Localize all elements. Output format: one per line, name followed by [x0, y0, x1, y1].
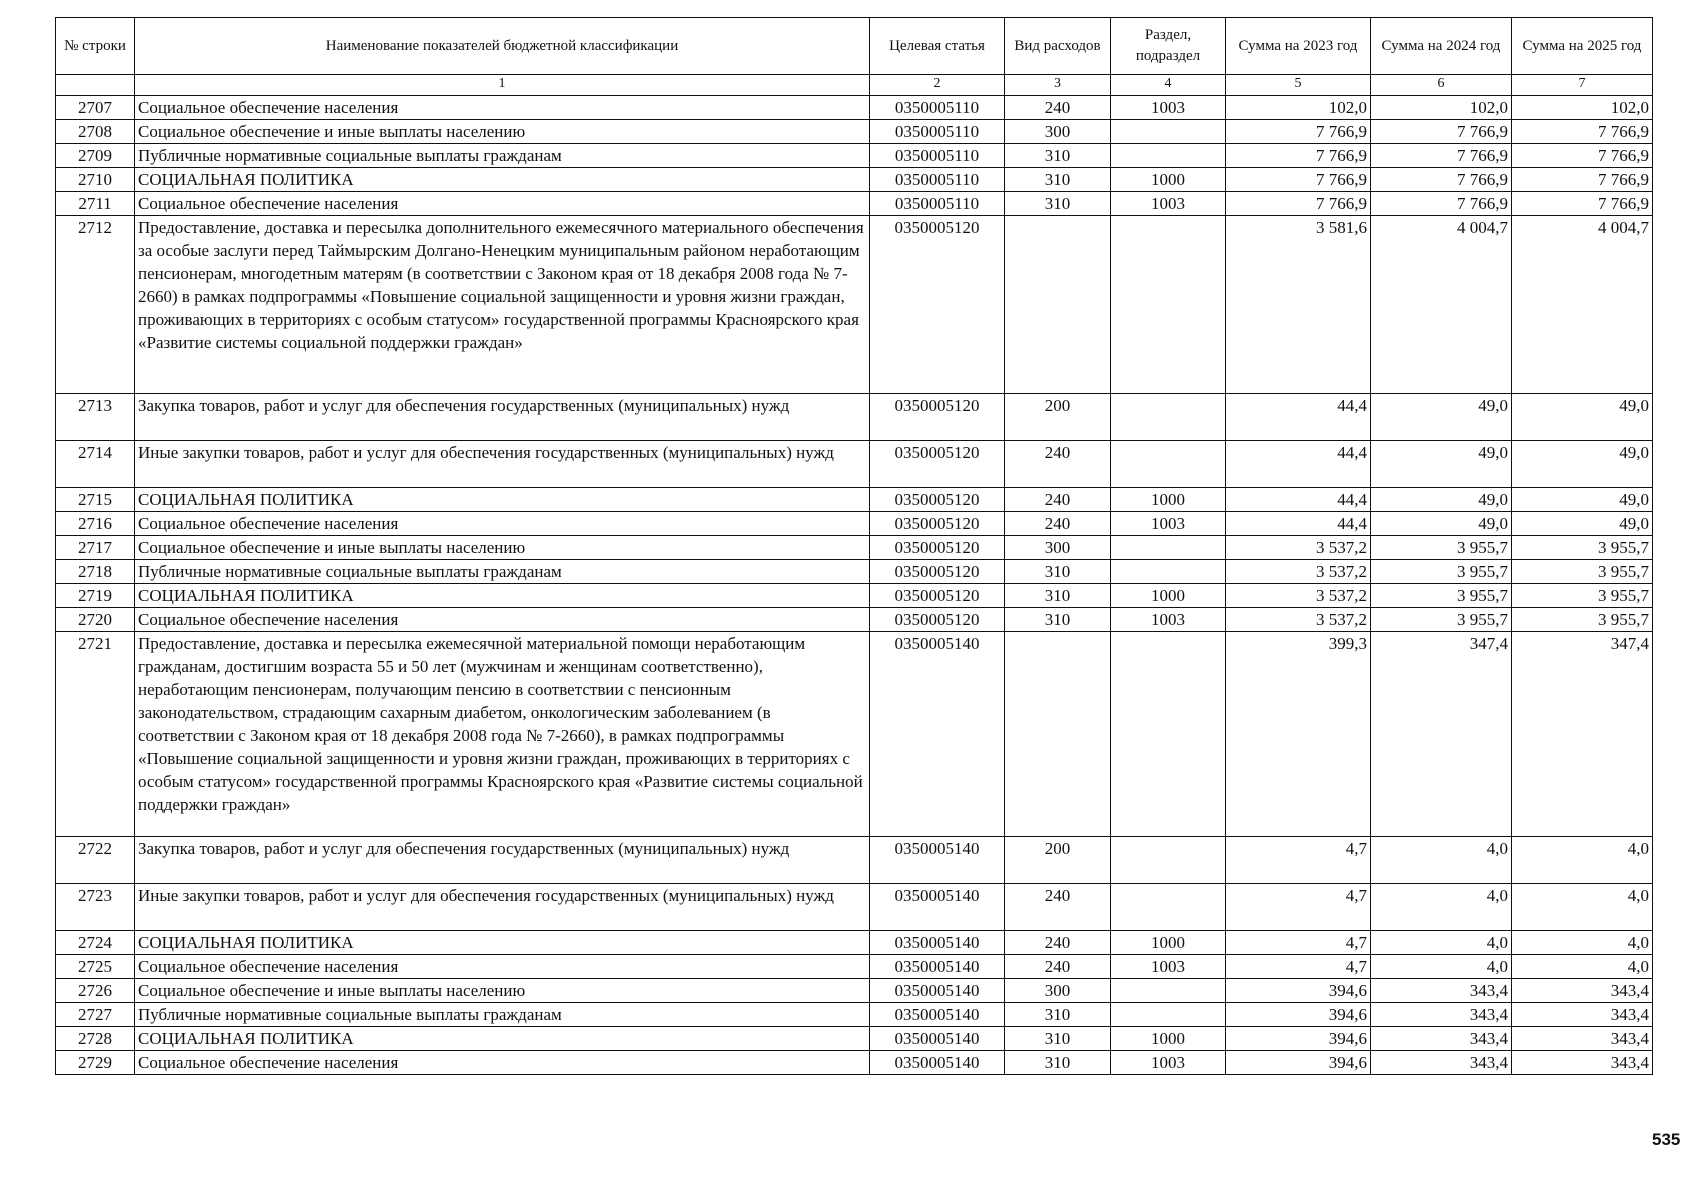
expense-kind: 240 [1005, 955, 1111, 979]
sum-2024: 4,0 [1371, 837, 1512, 884]
sum-2025: 3 955,7 [1512, 584, 1653, 608]
row-number: 2712 [56, 216, 135, 394]
target-article: 0350005120 [870, 584, 1005, 608]
sum-2024: 4,0 [1371, 955, 1512, 979]
section-code: 1003 [1111, 955, 1226, 979]
row-number: 2722 [56, 837, 135, 884]
sum-2023: 7 766,9 [1226, 144, 1371, 168]
indicator-name: Публичные нормативные социальные выплаты гражданам [135, 144, 870, 168]
indicator-name: Социальное обеспечение населения [135, 96, 870, 120]
column-number-row [56, 75, 1653, 96]
target-article: 0350005110 [870, 168, 1005, 192]
target-article: 0350005120 [870, 560, 1005, 584]
sum-2023: 4,7 [1226, 931, 1371, 955]
section-code [1111, 536, 1226, 560]
sum-2025: 343,4 [1512, 1051, 1653, 1075]
target-article: 0350005140 [870, 931, 1005, 955]
indicator-name: Социальное обеспечение и иные выплаты населению [135, 979, 870, 1003]
expense-kind: 240 [1005, 884, 1111, 931]
indicator-name: Социальное обеспечение и иные выплаты населению [135, 536, 870, 560]
header-sum-2024: Сумма на 2024 год [1371, 18, 1512, 75]
table-row [56, 884, 1653, 931]
row-number: 2727 [56, 1003, 135, 1027]
expense-kind: 310 [1005, 608, 1111, 632]
header-name: Наименование показателей бюджетной классификации [135, 18, 870, 75]
table-row [56, 560, 1653, 584]
sum-2025: 49,0 [1512, 441, 1653, 488]
row-number: 2710 [56, 168, 135, 192]
expense-kind: 300 [1005, 536, 1111, 560]
sum-2023: 44,4 [1226, 488, 1371, 512]
expense-kind: 300 [1005, 120, 1111, 144]
row-number: 2719 [56, 584, 135, 608]
expense-kind: 310 [1005, 168, 1111, 192]
table-row [56, 536, 1653, 560]
sum-2023: 3 537,2 [1226, 536, 1371, 560]
column-number [56, 75, 135, 96]
sum-2023: 102,0 [1226, 96, 1371, 120]
target-article: 0350005120 [870, 441, 1005, 488]
section-code: 1003 [1111, 608, 1226, 632]
row-number: 2717 [56, 536, 135, 560]
indicator-name: Иные закупки товаров, работ и услуг для обеспечения государственных (муниципальных) нужд [135, 884, 870, 931]
section-code: 1000 [1111, 168, 1226, 192]
sum-2024: 343,4 [1371, 1003, 1512, 1027]
sum-2025: 49,0 [1512, 394, 1653, 441]
target-article: 0350005120 [870, 608, 1005, 632]
sum-2024: 3 955,7 [1371, 560, 1512, 584]
section-code: 1000 [1111, 1027, 1226, 1051]
column-number: 2 [870, 75, 1005, 96]
sum-2025: 343,4 [1512, 979, 1653, 1003]
target-article: 0350005140 [870, 632, 1005, 837]
section-code [1111, 441, 1226, 488]
section-code [1111, 979, 1226, 1003]
sum-2024: 3 955,7 [1371, 536, 1512, 560]
expense-kind: 310 [1005, 1027, 1111, 1051]
section-code [1111, 216, 1226, 394]
indicator-name: Закупка товаров, работ и услуг для обеспечения государственных (муниципальных) нужд [135, 837, 870, 884]
sum-2025: 4,0 [1512, 837, 1653, 884]
expense-kind: 240 [1005, 512, 1111, 536]
sum-2023: 399,3 [1226, 632, 1371, 837]
expense-kind: 240 [1005, 441, 1111, 488]
indicator-name: Предоставление, доставка и пересылка дополнительного ежемесячного материального обеспечения за особые заслуги перед Таймырским Долгано-Ненецким муниципальным районом неработающим пенсионерам, многодетным матерям (в соответствии с Законом края от 18 декабря 2008 года № 7-2660) в рамках подпрограммы «Повышение социальной защищенности и уровня жизни граждан, проживающих в территориях с особым статусом» государственной программы Красноярского края «Развитие системы социальной поддержки граждан» [135, 216, 870, 394]
sum-2025: 7 766,9 [1512, 120, 1653, 144]
table-row [56, 216, 1653, 394]
sum-2025: 343,4 [1512, 1003, 1653, 1027]
sum-2023: 3 581,6 [1226, 216, 1371, 394]
table-row [56, 512, 1653, 536]
row-number: 2721 [56, 632, 135, 837]
section-code [1111, 144, 1226, 168]
row-number: 2709 [56, 144, 135, 168]
sum-2025: 7 766,9 [1512, 168, 1653, 192]
table-row [56, 144, 1653, 168]
target-article: 0350005140 [870, 955, 1005, 979]
indicator-name: СОЦИАЛЬНАЯ ПОЛИТИКА [135, 1027, 870, 1051]
indicator-name: Публичные нормативные социальные выплаты гражданам [135, 560, 870, 584]
sum-2025: 4,0 [1512, 955, 1653, 979]
table-row [56, 1003, 1653, 1027]
header-target: Целевая статья [870, 18, 1005, 75]
expense-kind: 310 [1005, 192, 1111, 216]
table-row [56, 168, 1653, 192]
section-code: 1003 [1111, 96, 1226, 120]
section-code [1111, 560, 1226, 584]
table-row [56, 96, 1653, 120]
table-row [56, 192, 1653, 216]
sum-2025: 102,0 [1512, 96, 1653, 120]
target-article: 0350005140 [870, 837, 1005, 884]
section-code [1111, 394, 1226, 441]
section-code [1111, 837, 1226, 884]
sum-2024: 7 766,9 [1371, 144, 1512, 168]
sum-2025: 4 004,7 [1512, 216, 1653, 394]
column-number: 4 [1111, 75, 1226, 96]
sum-2025: 7 766,9 [1512, 144, 1653, 168]
target-article: 0350005140 [870, 1051, 1005, 1075]
indicator-name: СОЦИАЛЬНАЯ ПОЛИТИКА [135, 168, 870, 192]
expense-kind: 200 [1005, 837, 1111, 884]
sum-2024: 7 766,9 [1371, 120, 1512, 144]
header-section: Раздел, подраздел [1111, 18, 1226, 75]
expense-kind: 310 [1005, 560, 1111, 584]
section-code: 1000 [1111, 488, 1226, 512]
sum-2024: 343,4 [1371, 979, 1512, 1003]
sum-2024: 4,0 [1371, 931, 1512, 955]
sum-2023: 44,4 [1226, 394, 1371, 441]
section-code [1111, 632, 1226, 837]
budget-table [55, 17, 1653, 1075]
column-number: 3 [1005, 75, 1111, 96]
row-number: 2713 [56, 394, 135, 441]
expense-kind: 240 [1005, 931, 1111, 955]
sum-2024: 49,0 [1371, 488, 1512, 512]
sum-2023: 4,7 [1226, 884, 1371, 931]
sum-2023: 4,7 [1226, 955, 1371, 979]
target-article: 0350005140 [870, 979, 1005, 1003]
sum-2023: 4,7 [1226, 837, 1371, 884]
sum-2025: 347,4 [1512, 632, 1653, 837]
sum-2024: 4 004,7 [1371, 216, 1512, 394]
sum-2025: 343,4 [1512, 1027, 1653, 1051]
table-row [56, 441, 1653, 488]
sum-2024: 343,4 [1371, 1027, 1512, 1051]
indicator-name: Социальное обеспечение населения [135, 955, 870, 979]
table-row [56, 1051, 1653, 1075]
sum-2024: 7 766,9 [1371, 168, 1512, 192]
table-header [56, 18, 1653, 75]
indicator-name: СОЦИАЛЬНАЯ ПОЛИТИКА [135, 488, 870, 512]
row-number: 2714 [56, 441, 135, 488]
row-number: 2707 [56, 96, 135, 120]
target-article: 0350005110 [870, 144, 1005, 168]
target-article: 0350005140 [870, 884, 1005, 931]
indicator-name: СОЦИАЛЬНАЯ ПОЛИТИКА [135, 584, 870, 608]
sum-2025: 7 766,9 [1512, 192, 1653, 216]
header-row-no: № строки [56, 18, 135, 75]
indicator-name: Социальное обеспечение населения [135, 192, 870, 216]
indicator-name: Социальное обеспечение населения [135, 608, 870, 632]
expense-kind: 310 [1005, 584, 1111, 608]
section-code: 1003 [1111, 192, 1226, 216]
indicator-name: Публичные нормативные социальные выплаты гражданам [135, 1003, 870, 1027]
sum-2024: 3 955,7 [1371, 584, 1512, 608]
section-code: 1000 [1111, 931, 1226, 955]
sum-2024: 102,0 [1371, 96, 1512, 120]
sum-2025: 4,0 [1512, 931, 1653, 955]
column-number: 5 [1226, 75, 1371, 96]
table-row [56, 955, 1653, 979]
indicator-name: СОЦИАЛЬНАЯ ПОЛИТИКА [135, 931, 870, 955]
section-code [1111, 1003, 1226, 1027]
table-row [56, 1027, 1653, 1051]
table-row [56, 120, 1653, 144]
row-number: 2724 [56, 931, 135, 955]
table-row [56, 931, 1653, 955]
target-article: 0350005120 [870, 512, 1005, 536]
indicator-name: Закупка товаров, работ и услуг для обеспечения государственных (муниципальных) нужд [135, 394, 870, 441]
sum-2023: 394,6 [1226, 1051, 1371, 1075]
sum-2024: 4,0 [1371, 884, 1512, 931]
sum-2024: 3 955,7 [1371, 608, 1512, 632]
expense-kind: 240 [1005, 488, 1111, 512]
page-number: 535 [1652, 1130, 1681, 1149]
table-row [56, 394, 1653, 441]
expense-kind: 240 [1005, 96, 1111, 120]
sum-2023: 394,6 [1226, 1003, 1371, 1027]
sum-2023: 7 766,9 [1226, 120, 1371, 144]
sum-2025: 49,0 [1512, 512, 1653, 536]
row-number: 2725 [56, 955, 135, 979]
target-article: 0350005140 [870, 1003, 1005, 1027]
target-article: 0350005110 [870, 96, 1005, 120]
expense-kind: 310 [1005, 144, 1111, 168]
sum-2023: 3 537,2 [1226, 584, 1371, 608]
indicator-name: Социальное обеспечение населения [135, 1051, 870, 1075]
indicator-name: Социальное обеспечение и иные выплаты населению [135, 120, 870, 144]
sum-2025: 49,0 [1512, 488, 1653, 512]
row-number: 2711 [56, 192, 135, 216]
header-sum-2023: Сумма на 2023 год [1226, 18, 1371, 75]
indicator-name: Предоставление, доставка и пересылка ежемесячной материальной помощи неработающим гражданам, достигшим возраста 55 и 50 лет (мужчинам и женщинам соответственно), неработающим пенсионерам, получающим пенсию в соответствии с пенсионным законодательством, страдающим сахарным диабетом, онкологическим заболеванием (в соответствии с Законом края от 18 декабря 2008 года № 7-2660), в рамках подпрограммы «Повышение социальной защищенности и уровня жизни граждан, проживающих в территориях с особым статусом» государственной программы Красноярского края «Развитие системы социальной поддержки граждан» [135, 632, 870, 837]
row-number: 2729 [56, 1051, 135, 1075]
sum-2023: 44,4 [1226, 441, 1371, 488]
target-article: 0350005120 [870, 216, 1005, 394]
row-number: 2723 [56, 884, 135, 931]
expense-kind [1005, 216, 1111, 394]
header-sum-2025: Сумма на 2025 год [1512, 18, 1653, 75]
sum-2025: 3 955,7 [1512, 608, 1653, 632]
target-article: 0350005120 [870, 488, 1005, 512]
sum-2025: 3 955,7 [1512, 536, 1653, 560]
table-row [56, 979, 1653, 1003]
table-row [56, 488, 1653, 512]
indicator-name: Иные закупки товаров, работ и услуг для обеспечения государственных (муниципальных) нужд [135, 441, 870, 488]
sum-2024: 343,4 [1371, 1051, 1512, 1075]
row-number: 2728 [56, 1027, 135, 1051]
expense-kind: 310 [1005, 1051, 1111, 1075]
column-number: 7 [1512, 75, 1653, 96]
row-number: 2718 [56, 560, 135, 584]
table-row [56, 837, 1653, 884]
section-code [1111, 120, 1226, 144]
sum-2023: 394,6 [1226, 1027, 1371, 1051]
expense-kind: 310 [1005, 1003, 1111, 1027]
section-code: 1000 [1111, 584, 1226, 608]
column-number: 6 [1371, 75, 1512, 96]
row-number: 2716 [56, 512, 135, 536]
indicator-name: Социальное обеспечение населения [135, 512, 870, 536]
sum-2023: 7 766,9 [1226, 192, 1371, 216]
expense-kind: 300 [1005, 979, 1111, 1003]
row-number: 2726 [56, 979, 135, 1003]
sum-2024: 49,0 [1371, 441, 1512, 488]
expense-kind: 200 [1005, 394, 1111, 441]
column-number: 1 [135, 75, 870, 96]
sum-2024: 49,0 [1371, 512, 1512, 536]
row-number: 2708 [56, 120, 135, 144]
sum-2023: 394,6 [1226, 979, 1371, 1003]
table-row [56, 632, 1653, 837]
target-article: 0350005120 [870, 536, 1005, 560]
target-article: 0350005110 [870, 192, 1005, 216]
sum-2023: 3 537,2 [1226, 608, 1371, 632]
row-number: 2720 [56, 608, 135, 632]
sum-2023: 3 537,2 [1226, 560, 1371, 584]
section-code: 1003 [1111, 512, 1226, 536]
sum-2024: 7 766,9 [1371, 192, 1512, 216]
table-row [56, 584, 1653, 608]
sum-2025: 4,0 [1512, 884, 1653, 931]
table-row [56, 608, 1653, 632]
target-article: 0350005120 [870, 394, 1005, 441]
sum-2025: 3 955,7 [1512, 560, 1653, 584]
sum-2023: 7 766,9 [1226, 168, 1371, 192]
sum-2024: 347,4 [1371, 632, 1512, 837]
target-article: 0350005110 [870, 120, 1005, 144]
row-number: 2715 [56, 488, 135, 512]
header-kind: Вид расходов [1005, 18, 1111, 75]
sum-2023: 44,4 [1226, 512, 1371, 536]
expense-kind [1005, 632, 1111, 837]
sum-2024: 49,0 [1371, 394, 1512, 441]
target-article: 0350005140 [870, 1027, 1005, 1051]
section-code [1111, 884, 1226, 931]
section-code: 1003 [1111, 1051, 1226, 1075]
